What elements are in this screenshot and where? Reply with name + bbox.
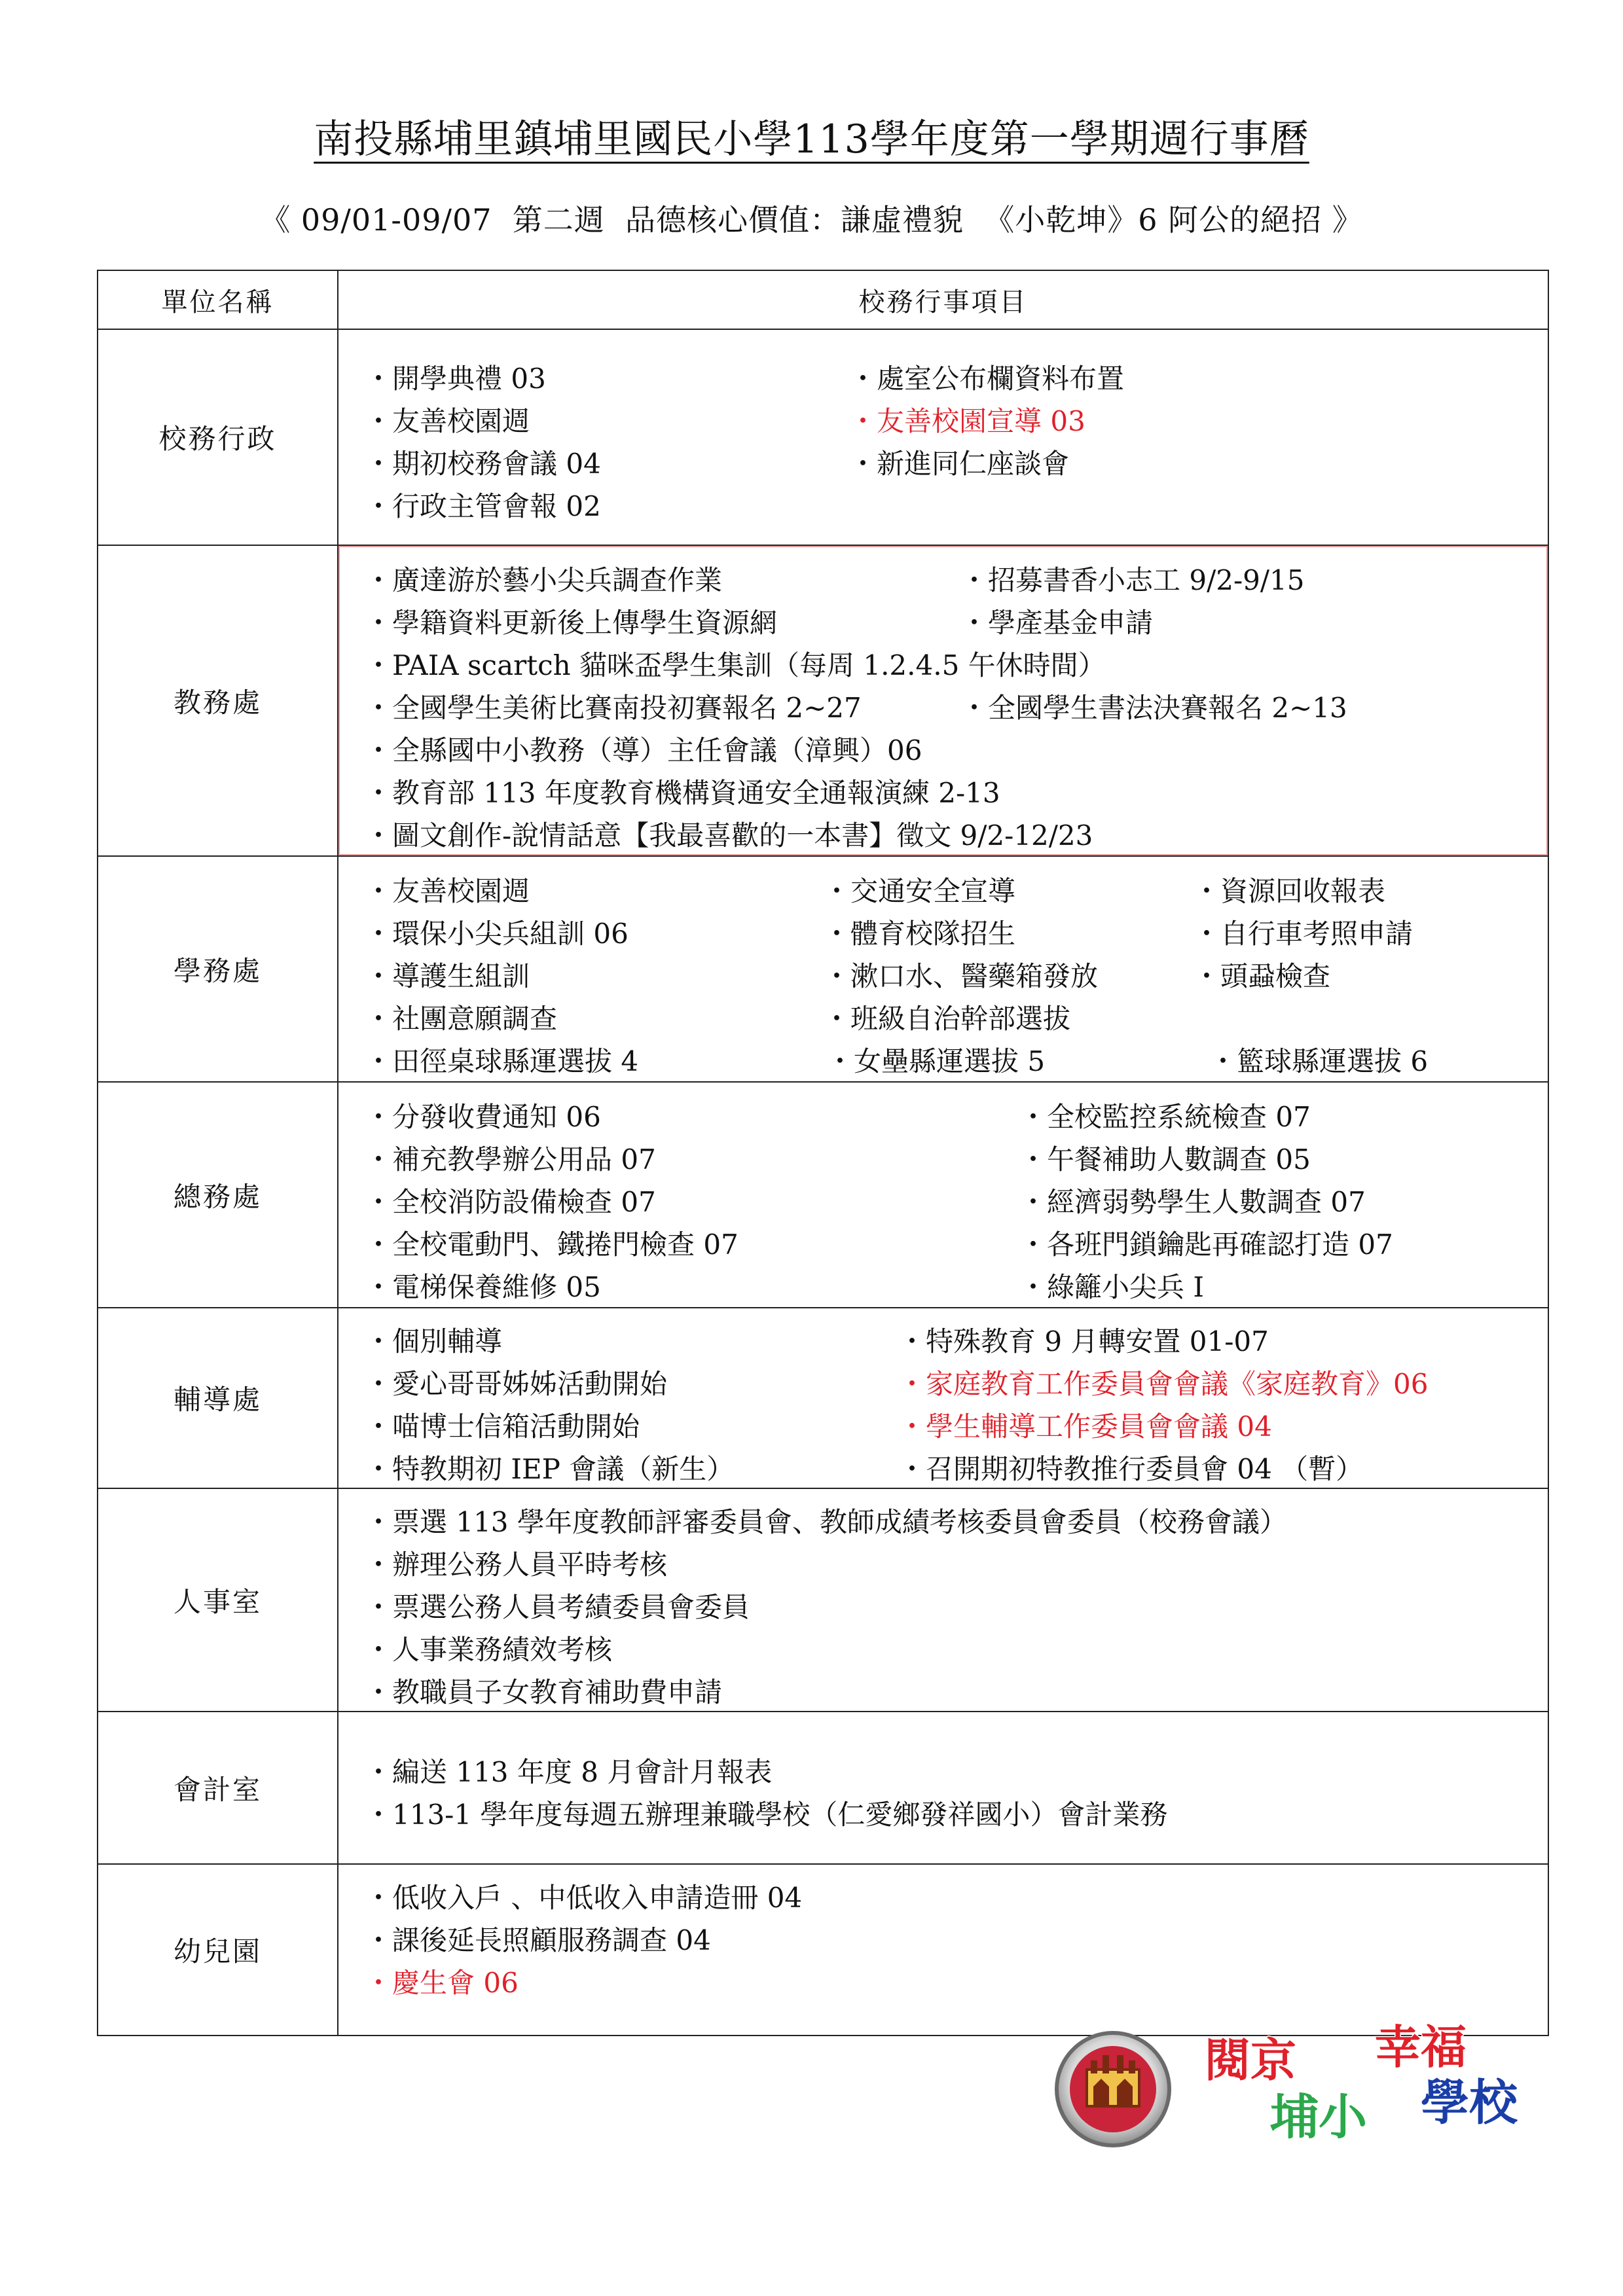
unit-name: 教務處 [98,545,338,856]
list-item-line [365,395,1548,437]
list-item: ・體育校隊招生 [823,918,1016,950]
list-item-highlighted: ・家庭教育工作委員會會議《家庭教育》06 [898,1368,1429,1400]
list-item-line [365,1914,1548,1956]
list-item: ・期初校務會議 04 [365,448,601,480]
table-row [98,1488,1548,1712]
header-unit-name: 單位名稱 [98,270,338,329]
logo-text: 幸福 [1375,2020,1467,2074]
list-item: ・全國學生書法決賽報名 2~13 [960,692,1347,724]
list-item: ・課後延長照顧服務調查 04 [365,1924,711,1956]
unit-name: 人事室 [98,1488,338,1712]
table-row [98,545,1548,856]
list-item-line [365,992,1548,1035]
list-item: ・學籍資料更新後上傳學生資源網 [365,607,778,639]
list-item-line [365,1315,1548,1357]
list-item: ・教育部 113 年度教育機構資通安全通報演練 2-13 [365,777,1000,809]
unit-items [338,329,1548,545]
list-item: ・分發收費通知 06 [365,1101,601,1133]
list-item: ・環保小尖兵組訓 06 [365,918,629,950]
table-row [98,856,1548,1082]
list-item: ・午餐補助人數調查 05 [1019,1143,1311,1175]
unit-name: 學務處 [98,856,338,1082]
list-item-line [365,1666,1548,1708]
unit-items [338,1308,1548,1488]
list-item: ・招募書香小志工 9/2-9/15 [960,564,1305,596]
list-item: ・票選公務人員考績委員會委員 [365,1591,750,1623]
unit-name: 總務處 [98,1082,338,1308]
list-item-line [365,1357,1548,1400]
list-item: ・田徑桌球縣運選拔 4 [365,1045,639,1077]
list-item: ・人事業務績效考核 [365,1634,613,1666]
list-item: ・PAIA scartch 貓咪盃學生集訓（每周 1.2.4.5 午休時間） [365,649,1106,681]
unit-items [338,545,1548,856]
list-item: ・愛心哥哥姊姊活動開始 [365,1368,668,1400]
school-emblem-icon [1054,2016,1552,2166]
list-item-line [365,1035,1548,1077]
schedule-table [97,270,1549,2036]
list-item: ・113-1 學年度每週五辦理兼職學校（仁愛鄉發祥國小）會計業務 [365,1798,1168,1831]
unit-name: 會計室 [98,1712,338,1864]
list-item-line [365,1623,1548,1666]
list-item-line [365,681,1548,724]
list-item-line [365,1133,1548,1175]
list-item: ・自行車考照申請 [1193,918,1413,950]
unit-items [338,1082,1548,1308]
list-item: ・喵博士信箱活動開始 [365,1410,640,1443]
list-item-line [365,480,1548,522]
list-item: ・全縣國中小教務（導）主任會議（漳興）06 [365,734,922,766]
unit-items [338,856,1548,1082]
list-item-line [365,1746,1548,1788]
list-item: ・特殊教育 9 月轉安置 01-07 [898,1325,1269,1357]
list-item-highlighted: ・慶生會 06 [365,1967,519,1999]
list-item-line [365,809,1548,852]
list-item: ・學產基金申請 [960,607,1154,639]
title-text: 南投縣埔里鎮埔里國民小學113學年度第一學期週行事曆 [314,117,1309,162]
list-item-line [365,1581,1548,1623]
list-item-line [365,1956,1548,1999]
unit-name: 輔導處 [98,1308,338,1488]
list-item-line [365,352,1548,395]
table-header-row [98,270,1548,329]
list-item-line [365,1261,1548,1303]
list-item: ・交通安全宣導 [823,875,1016,907]
list-item: ・綠籬小尖兵 I [1019,1271,1204,1303]
list-item: ・教職員子女教育補助費申請 [365,1676,723,1708]
document-title [0,108,1623,164]
list-item-line [365,766,1548,809]
list-item: ・電梯保養維修 05 [365,1271,601,1303]
list-item-line [365,1788,1548,1831]
list-item: ・女壘縣運選拔 5 [826,1045,1046,1077]
list-item-line [365,639,1548,681]
list-item-line [365,1090,1548,1133]
table-row [98,1864,1548,2036]
school-logo [1054,2016,1552,2166]
list-item-line [365,1443,1548,1485]
list-item-line [365,1496,1548,1538]
list-item: ・頭蝨檢查 [1193,960,1331,992]
list-item: ・處室公布欄資料布置 [849,363,1125,395]
list-item: ・編送 113 年度 8 月會計月報表 [365,1755,773,1788]
list-item-line [365,1871,1548,1914]
list-item: ・全國學生美術比賽南投初賽報名 2~27 [365,692,862,724]
table-row [98,1308,1548,1488]
list-item-line [365,596,1548,639]
unit-items [338,1864,1548,2036]
list-item-line [365,907,1548,950]
list-item: ・社團意願調查 [365,1003,558,1035]
list-item: ・經濟弱勢學生人數調查 07 [1019,1186,1366,1218]
list-item-line [365,724,1548,766]
list-item: ・漱口水、醫藥箱發放 [823,960,1099,992]
list-item: ・全校監控系統檢查 07 [1019,1101,1311,1133]
list-item: ・資源回收報表 [1193,875,1386,907]
unit-items [338,1712,1548,1864]
logo-text: 閱京 [1205,2034,1296,2087]
list-item-line [365,950,1548,992]
list-item: ・開學典禮 03 [365,363,546,395]
table-row [98,1082,1548,1308]
unit-name: 幼兒園 [98,1864,338,2036]
list-item-line [365,1218,1548,1261]
list-item-line [365,1538,1548,1581]
list-item: ・全校消防設備檢查 07 [365,1186,656,1218]
unit-name: 校務行政 [98,329,338,545]
list-item: ・導護生組訓 [365,960,530,992]
list-item: ・全校電動門、鐵捲門檢查 07 [365,1229,739,1261]
logo-text: 埔小 [1270,2089,1367,2145]
list-item: ・廣達游於藝小尖兵調查作業 [365,564,723,596]
list-item: ・補充教學辦公用品 07 [365,1143,656,1175]
list-item-line [365,1175,1548,1218]
list-item-line [365,865,1548,907]
header-school-items: 校務行事項目 [338,270,1548,329]
logo-text: 學校 [1421,2075,1518,2131]
list-item: ・特教期初 IEP 會議（新生） [365,1453,735,1485]
list-item: ・低收入戶 、中低收入申請造冊 04 [365,1882,803,1914]
table-row [98,329,1548,545]
list-item: ・友善校園週 [365,405,530,437]
list-item: ・圖文創作-說情話意【我最喜歡的一本書】徵文 9/2-12/23 [365,819,1093,852]
list-item: ・票選 113 學年度教師評審委員會、教師成績考核委員會委員（校務會議） [365,1506,1287,1538]
list-item: ・個別輔導 [365,1325,503,1357]
list-item: ・籃球縣運選拔 6 [1209,1045,1429,1077]
week-subtitle: 《 09/01-09/07 第二週 品德核心價值：謙虛禮貌 《小乾坤》6 阿公的絕招 》 [260,202,1363,238]
list-item-highlighted: ・學生輔導工作委員會會議 04 [898,1410,1272,1443]
list-item: ・班級自治幹部選拔 [823,1003,1071,1035]
list-item-line [365,437,1548,480]
list-item-line [365,554,1548,596]
list-item: ・召開期初特教推行委員會 04 （暫） [898,1453,1364,1485]
list-item-line [365,1400,1548,1443]
list-item: ・行政主管會報 02 [365,490,601,522]
list-item: ・各班門鎖鑰匙再確認打造 07 [1019,1229,1393,1261]
list-item: ・友善校園週 [365,875,530,907]
list-item-highlighted: ・友善校園宣導 03 [849,405,1085,437]
table-row [98,1712,1548,1864]
unit-items [338,1488,1548,1712]
list-item: ・辦理公務人員平時考核 [365,1549,668,1581]
list-item: ・新進同仁座談會 [849,448,1070,480]
